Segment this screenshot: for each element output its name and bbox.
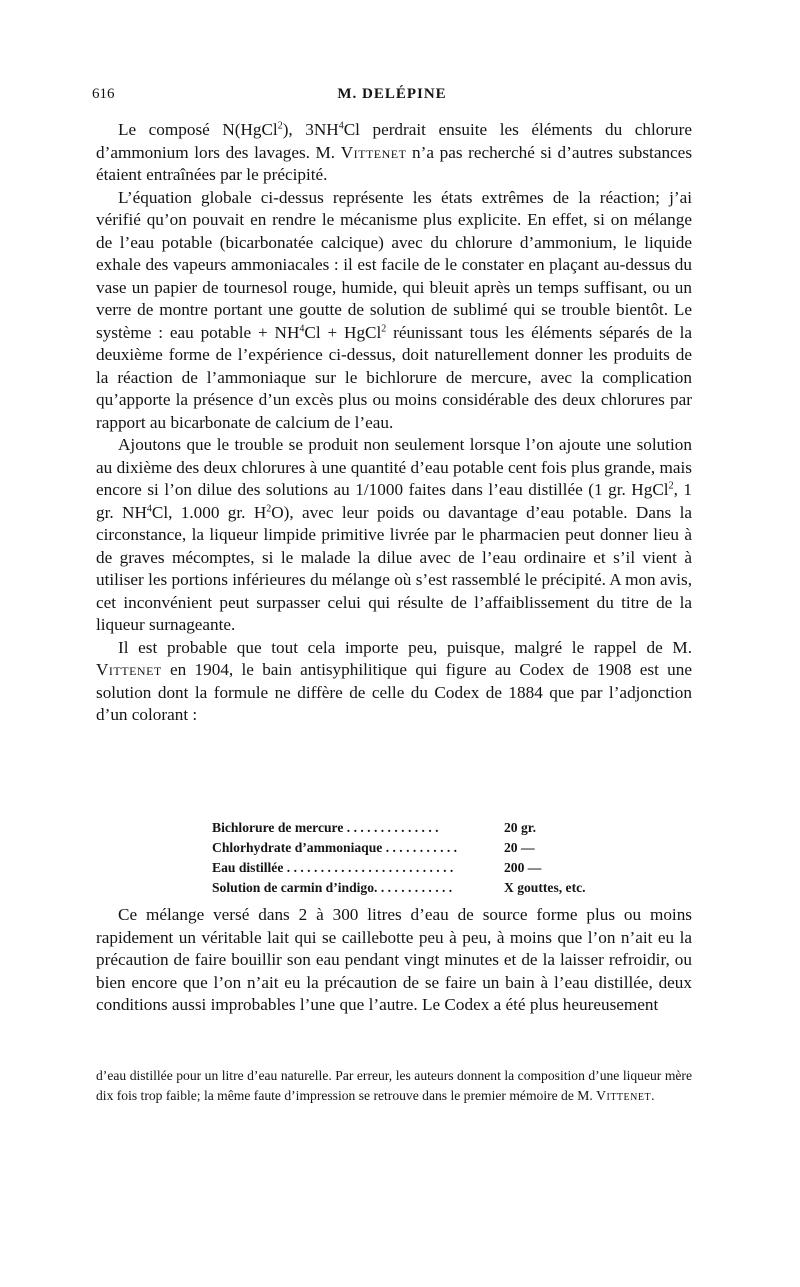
footnote xyxy=(96,1066,692,1106)
superscript: 2 xyxy=(277,120,283,132)
recipe-ingredient: Solution de carmin d’indigo. . . . . . . . . . . . xyxy=(212,880,453,895)
text-run: Cl perdrait ensuite les éléments du chlorure d’ammonium lors des lavages. M. xyxy=(96,120,692,162)
text-run: Cl, 1.000 gr. H xyxy=(151,502,267,522)
text-run: n’a pas recherché si d’autres substances étaient entraînées par le précipité. xyxy=(96,142,693,184)
recipe-row xyxy=(212,878,612,898)
recipe-row xyxy=(212,838,612,858)
paragraph-2 xyxy=(96,187,692,435)
body-text-continued xyxy=(96,904,692,1017)
paragraph-3 xyxy=(96,434,692,637)
page-number: 616 xyxy=(92,86,115,102)
author-name: Vittenet xyxy=(596,1088,652,1103)
paragraph-5: Ce mélange versé dans 2 à 300 litres d’eau de source forme plus ou moins rapidement un véritable lait qui se caillebotte peu à peu, à moins que l’on n’ait eu la précaution de faire bouillir son eau pendant vingt minutes et de la laisser refroidir, ou bien encore que l’on n’ait eu la précaution de se faire un bain à l’eau distillée, deux conditions aussi improbables l’une que l’autre. Le Codex a été plus heureusement xyxy=(96,905,692,1014)
footnote-text xyxy=(96,1066,692,1106)
superscript: 4 xyxy=(299,322,305,334)
text-run: , 1 gr. NH xyxy=(96,480,692,522)
recipe-ingredient: Eau distillée . . . . . . . . . . . . . . . . . . . . . . . . . xyxy=(212,860,454,875)
recipe-table xyxy=(212,818,612,898)
text-run: d’eau distillée pour un litre d’eau naturelle. Par erreur, les auteurs donnent la composition d’une liqueur mère dix fois trop faible; la même faute d’impression se retrouve dans le premier mémoire de M. xyxy=(96,1068,692,1103)
text-run: Il est probable que tout cela importe peu, puisque, malgré le rappel de M. xyxy=(118,637,692,657)
paragraph-4 xyxy=(96,637,692,727)
body-text xyxy=(96,119,692,727)
superscript: 2 xyxy=(668,480,674,492)
superscript: 2 xyxy=(266,502,272,514)
superscript: 4 xyxy=(146,502,152,514)
text-run: O), avec leur poids ou davantage d’eau potable. Dans la circonstance, la liqueur limpide primitive livrée par le pharmacien peut donner lieu à de graves mécomptes, si le malade la dilue avec de l’eau ordinaire et s’il vient à utiliser les portions inférieures du mélange où s’est rassemblé le précipité. A mon avis, cet inconvénient peut surpasser celui qui résulte de l’affaiblissement du titre de la liqueur surnageante. xyxy=(96,502,692,634)
paragraph-1 xyxy=(96,119,692,187)
text-run: Le composé N(HgCl xyxy=(118,120,278,139)
running-head xyxy=(92,86,692,110)
recipe-ingredient: Bichlorure de mercure . . . . . . . . . . . . . . xyxy=(212,820,439,835)
recipe-quantity: 200 — xyxy=(504,860,542,875)
text-run: réunissant tous les éléments séparés de la deuxième forme de l’expérience ci-dessus, doit naturellement donner les produits de la réaction de l’ammoniaque sur le bichlorure de mercure, avec la complication qu’apporte la présence d’un excès plus ou moins considérable des deux chlorures par rapport au bicarbonate de calcium de l’eau. xyxy=(96,322,692,432)
recipe-row xyxy=(212,818,612,838)
recipe-quantity: 20 gr. xyxy=(504,820,536,835)
superscript: 2 xyxy=(381,322,387,334)
text-run: en 1904, le bain antisyphilitique qui figure au Codex de 1908 est une solution dont la formule ne diffère de celle du Codex de 1884 que par l’adjonction d’un colorant : xyxy=(96,660,692,724)
superscript: 4 xyxy=(338,120,344,132)
running-title: M. DELÉPINE xyxy=(337,86,447,102)
recipe-ingredient: Chlorhydrate d’ammoniaque . . . . . . . . . . . xyxy=(212,840,458,855)
author-name: Vittenet xyxy=(340,142,407,162)
text-run: ), 3NH xyxy=(282,120,339,139)
recipe-row xyxy=(212,858,612,878)
text-run: L’équation globale ci-dessus représente les états extrêmes de la réaction; j’ai vérifié qu’on pouvait en rendre le mécanisme plus explicite. En effet, si on mélange de l’eau potable (bicarbonatée calcique) avec du chlorure d’ammonium, le liquide exhale des vapeurs ammoniacales : il est facile de le constater en plaçant au-dessus du vase un papier de tournesol rouge, humide, qui bleuit après un temps suffisant, ou un verre de montre portant une goutte de solution de sublimé qui se trouble bientôt. Le système : eau potable + NH xyxy=(96,187,692,342)
author-name: Vittenet xyxy=(96,660,162,679)
text-run: . xyxy=(651,1088,655,1103)
text-run: Cl + HgCl xyxy=(304,322,382,342)
recipe-quantity: 20 — xyxy=(504,840,535,855)
text-run: Ajoutons que le trouble se produit non seulement lorsque l’on ajoute une solution au dixième des deux chlorures à une quantité d’eau potable cent fois plus grande, mais encore si l’on dilue des solutions au 1/1000 faites dans l’eau distillée (1 gr. HgCl xyxy=(96,435,692,499)
recipe-quantity: X gouttes, etc. xyxy=(504,880,586,895)
